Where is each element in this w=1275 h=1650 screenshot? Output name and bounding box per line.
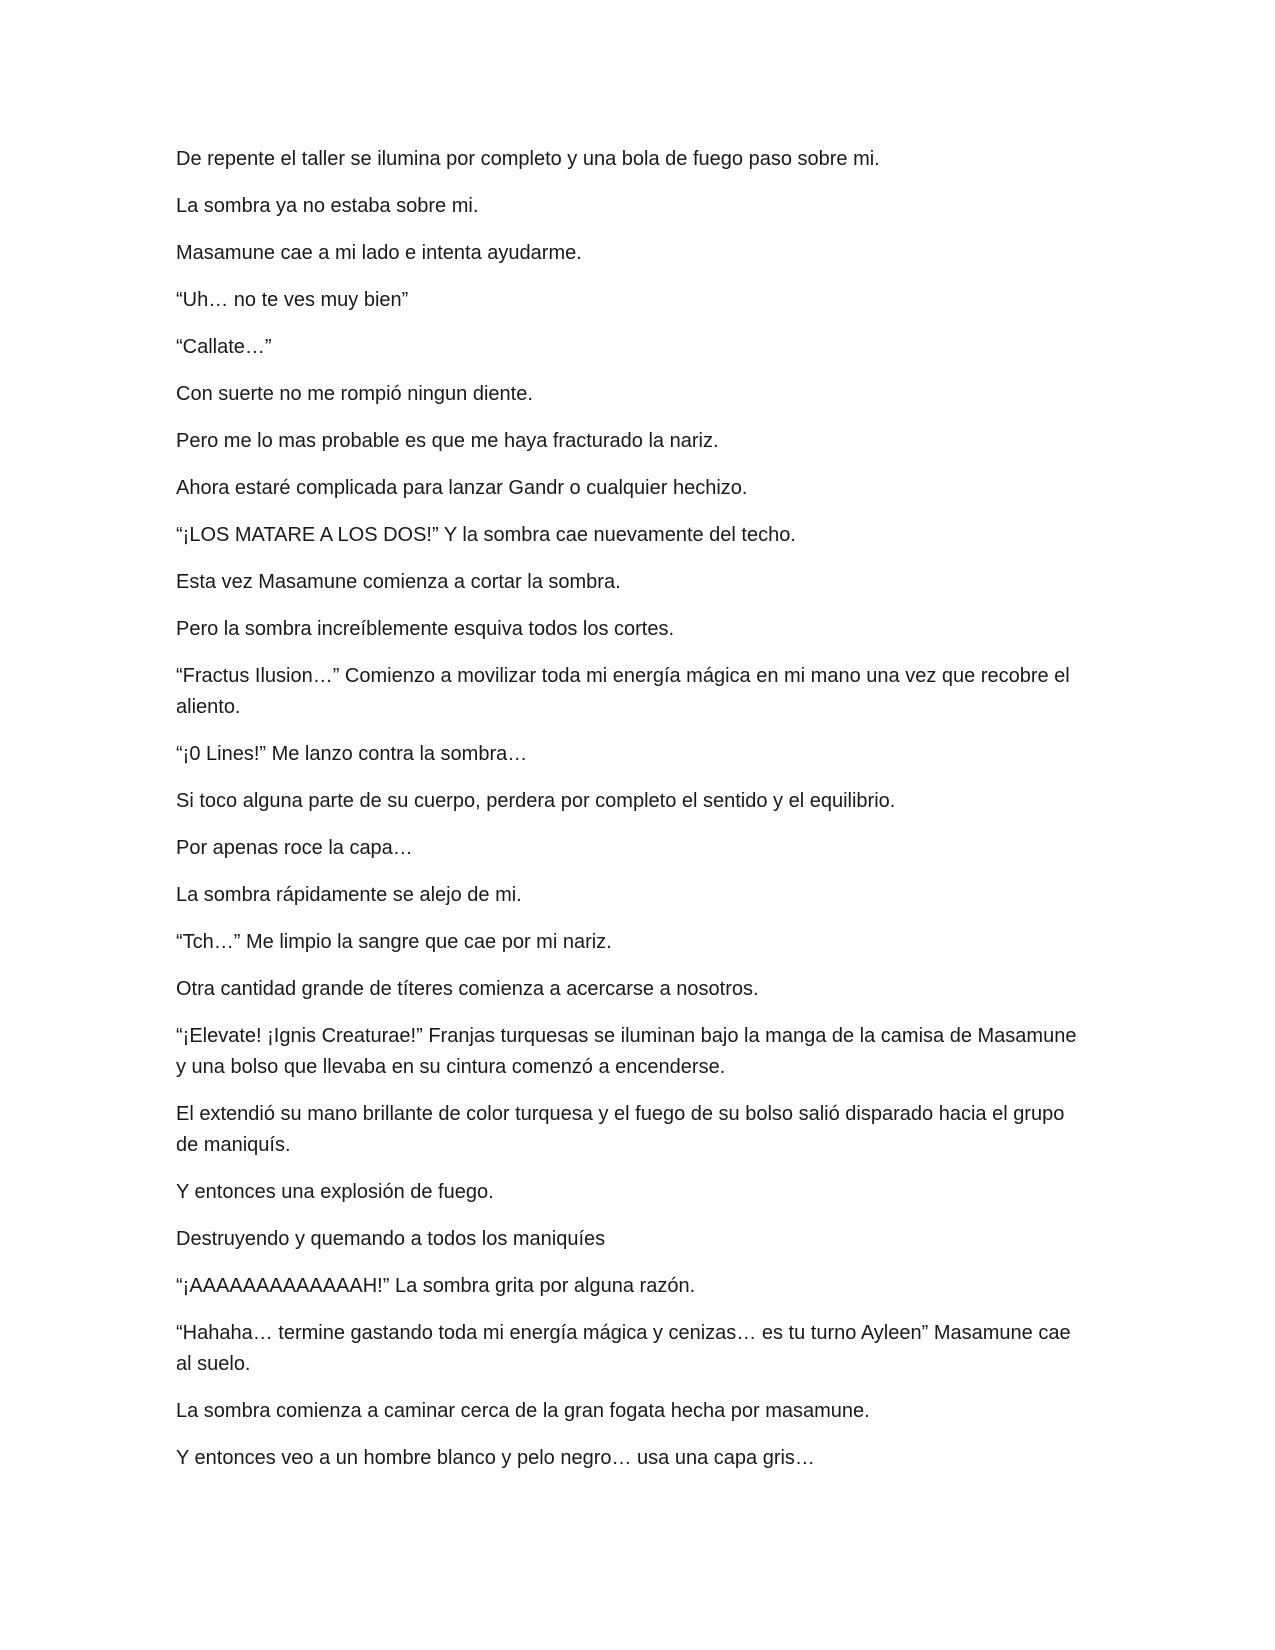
paragraph: La sombra ya no estaba sobre mi. [176,195,479,217]
paragraph: La sombra rápidamente se alejo de mi. [176,884,522,906]
paragraph: “¡0 Lines!” Me lanzo contra la sombra… [176,743,528,765]
paragraph: “Fractus Ilusion…” Comienzo a movilizar toda mi energía mágica en mi mano una vez que recobre el aliento. [176,665,1070,718]
paragraph: Por apenas roce la capa… [176,837,413,859]
paragraph: El extendió su mano brillante de color turquesa y el fuego de su bolso salió disparado hacia el grupo de maniquís. [176,1103,1065,1156]
paragraph: Pero me lo mas probable es que me haya fracturado la nariz. [176,430,719,452]
paragraph: Destruyendo y quemando a todos los maniquíes [176,1228,606,1250]
paragraph: Pero la sombra increíblemente esquiva todos los cortes. [176,618,675,640]
paragraph: Con suerte no me rompió ningun diente. [176,383,533,405]
paragraph: Si toco alguna parte de su cuerpo, perdera por completo el sentido y el equilibrio. [176,790,896,812]
paragraph: “Tch…” Me limpio la sangre que cae por mi nariz. [176,931,612,953]
paragraph: Otra cantidad grande de títeres comienza a acercarse a nosotros. [176,978,759,1000]
paragraph: “¡LOS MATARE A LOS DOS!” Y la sombra cae nuevamente del techo. [176,524,796,546]
paragraph: Y entonces una explosión de fuego. [176,1181,494,1203]
document-body [176,144,1088,1490]
paragraph: “Callate…” [176,336,272,358]
paragraph: “¡AAAAAAAAAAAAAH!” La sombra grita por alguna razón. [176,1275,696,1297]
paragraph: Ahora estaré complicada para lanzar Gandr o cualquier hechizo. [176,477,748,499]
paragraph: Esta vez Masamune comienza a cortar la sombra. [176,571,621,593]
paragraph: La sombra comienza a caminar cerca de la gran fogata hecha por masamune. [176,1400,870,1422]
paragraph: “Hahaha… termine gastando toda mi energía mágica y cenizas… es tu turno Ayleen” Masamune cae al suelo. [176,1322,1071,1375]
paragraph: “Uh… no te ves muy bien” [176,289,409,311]
paragraph: “¡Elevate! ¡Ignis Creaturae!” Franjas turquesas se iluminan bajo la manga de la camisa de Masamune y una bolso que llevaba en su cintura comenzó a encenderse. [176,1025,1077,1078]
paragraph: Masamune cae a mi lado e intenta ayudarme. [176,242,582,264]
paragraph: Y entonces veo a un hombre blanco y pelo negro… usa una capa gris… [176,1447,815,1469]
paragraph: De repente el taller se ilumina por completo y una bola de fuego paso sobre mi. [176,148,880,170]
